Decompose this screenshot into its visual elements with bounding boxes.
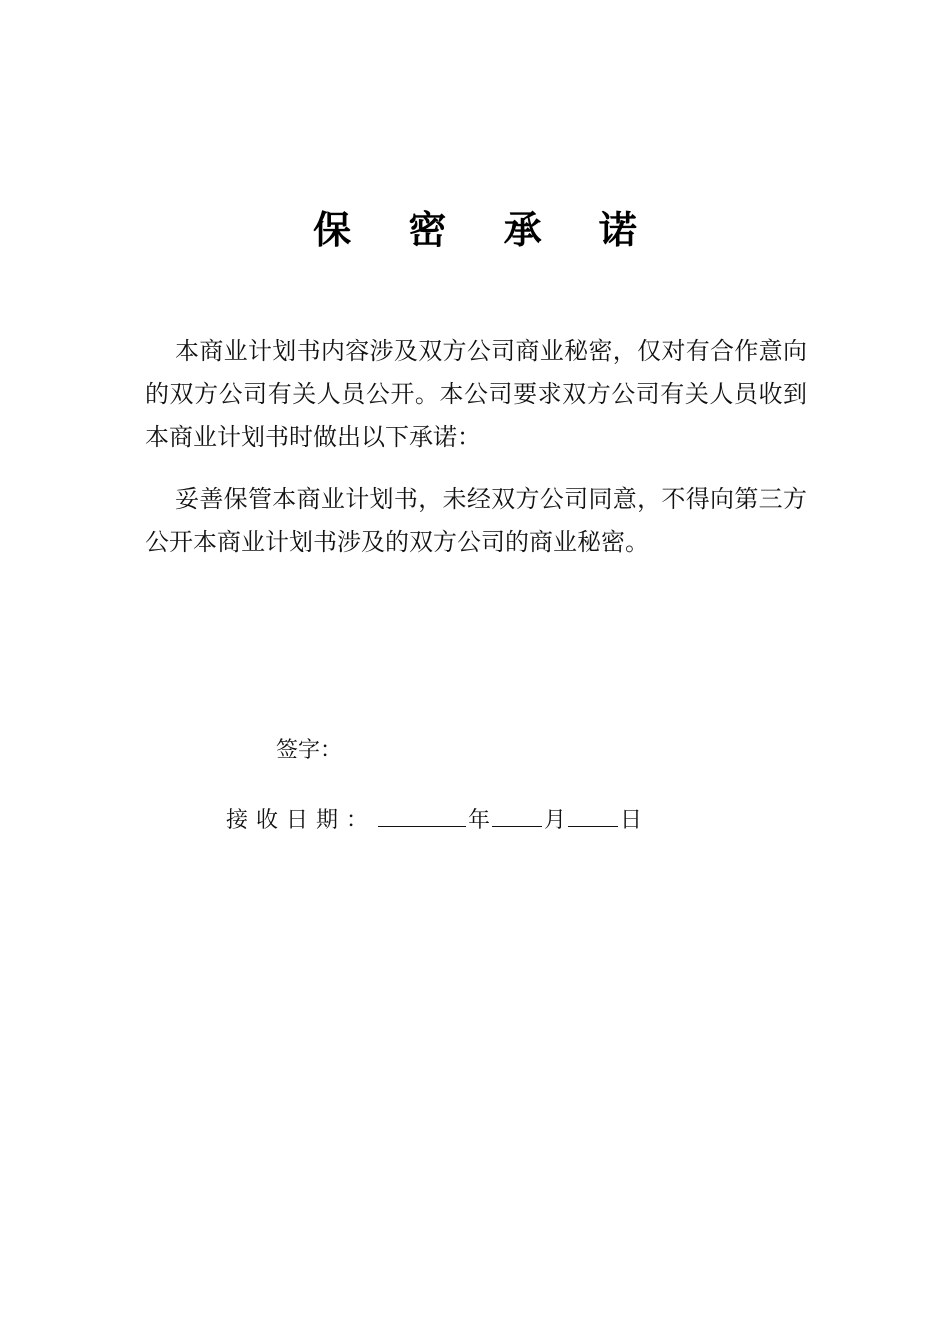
day-unit: 日 bbox=[620, 808, 643, 833]
paragraph-confidentiality-scope: 本商业计划书内容涉及双方公司商业秘密，仅对有合作意向的双方公司有关人员公开。本公司要求双方公司有关人员收到本商业计划书时做出以下承诺： bbox=[145, 337, 807, 451]
signature-line bbox=[276, 733, 342, 769]
year-unit: 年 bbox=[468, 808, 491, 833]
page-title: 保 密 承 诺 bbox=[313, 207, 659, 252]
year-blank bbox=[378, 800, 466, 827]
receive-date-label: 接收日期： bbox=[226, 808, 377, 833]
month-unit: 月 bbox=[544, 808, 567, 833]
paragraph-commitment: 妥善保管本商业计划书，未经双方公司同意，不得向第三方公开本商业计划书涉及的双方公司的商业秘密。 bbox=[145, 485, 807, 556]
month-blank bbox=[492, 800, 542, 827]
day-blank bbox=[568, 800, 618, 827]
receive-date-line bbox=[226, 800, 642, 839]
signature-label: 签字： bbox=[276, 738, 343, 763]
